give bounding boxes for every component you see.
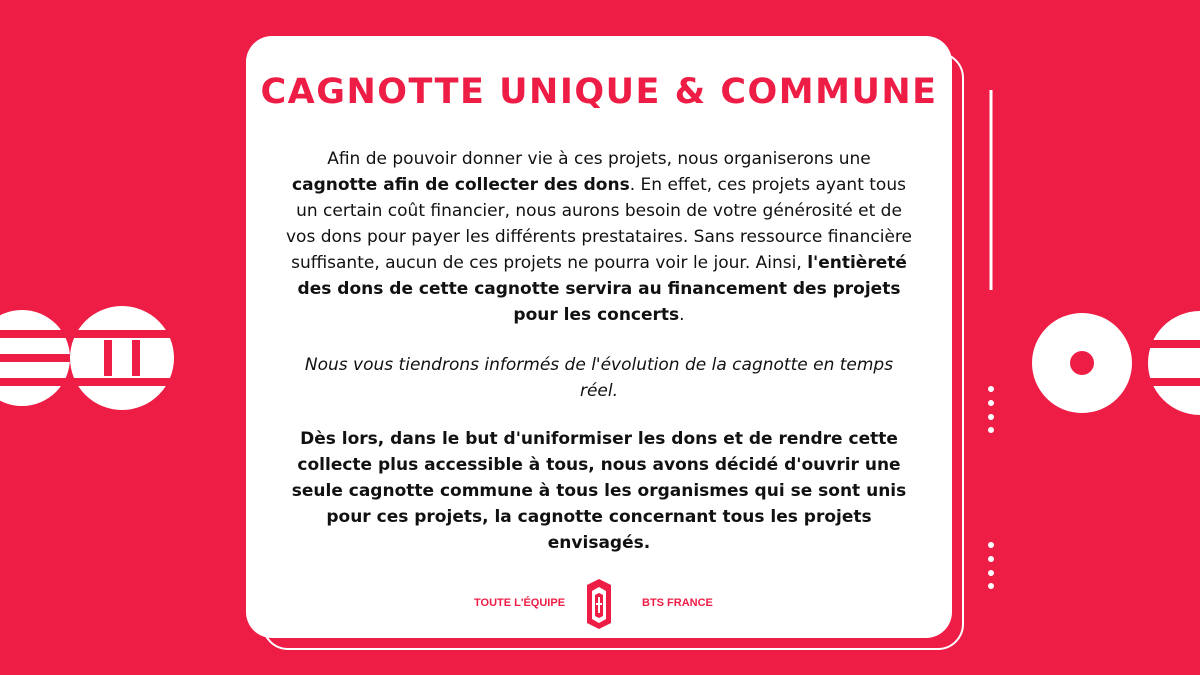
- intro-text-1: Afin de pouvoir donner vie à ces projets, nous organiserons une: [327, 149, 871, 169]
- right-vertical-line-icon: [986, 90, 996, 290]
- intro-paragraph: [286, 146, 912, 328]
- intro-text-3: .: [679, 305, 685, 325]
- door-logo-icon: [584, 579, 614, 629]
- right-dots-bottom-icon: [984, 540, 998, 590]
- conclusion-paragraph: Dès lors, dans le but d'uniformiser les dons et de rendre cette collecte plus accessible à tous, nous avons décidé d'ouvrir une seule cagnotte commune à tous les organismes qui se sont unis pour ces projets, la cagnotte concernant tous les projets envisagés.: [291, 429, 907, 553]
- content-card: [246, 36, 952, 638]
- right-decorative-shapes-icon: [1030, 310, 1200, 420]
- footer-brand-label: BTS FRANCE: [642, 597, 713, 609]
- info-paragraph: Nous vous tiendrons informés de l'évolution de la cagnotte en temps réel.: [304, 355, 894, 401]
- footer: [246, 579, 952, 629]
- intro-bold-2: l'entièreté des dons de cette cagnotte servira au financement des projets pour les concerts: [297, 253, 907, 325]
- page-title: CAGNOTTE UNIQUE & COMMUNE: [260, 72, 938, 112]
- footer-team-label: TOUTE L'ÉQUIPE: [474, 597, 566, 609]
- right-dots-top-icon: [984, 384, 998, 434]
- intro-bold-1: cagnotte afin de collecter des dons: [292, 175, 630, 195]
- intro-text-2: . En effet, ces projets ayant tous un certain coût financier, nous aurons besoin de votre générosité et de vos dons pour payer les différents prestataires. Sans ressource financière suffisante, aucun de ces projets ne pourra voir le jour. Ainsi,: [286, 175, 912, 273]
- left-decorative-shapes-icon: [0, 300, 190, 420]
